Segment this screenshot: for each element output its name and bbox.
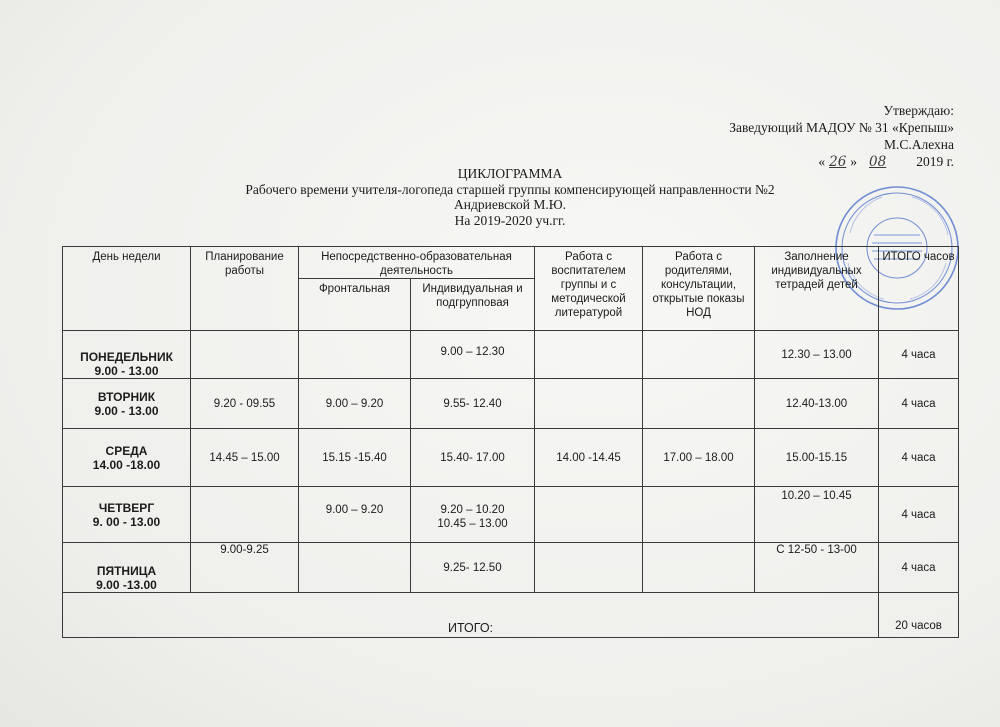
header-individual: Индивидуальная и подгрупповая xyxy=(411,279,535,331)
approval-date-year: 2019 г. xyxy=(916,154,954,169)
approval-date-month: 08 xyxy=(869,154,887,170)
approval-date-day: 26 xyxy=(829,154,847,170)
notebooks-cell: 12.40-13.00 xyxy=(755,379,879,429)
notebooks-cell: 12.30 – 13.00 xyxy=(755,331,879,379)
header-notebooks: Заполнение индивидуальных тетрадей детей xyxy=(755,247,879,331)
total-label: ИТОГО: xyxy=(63,593,879,638)
planning-cell: 9.20 - 09.55 xyxy=(191,379,299,429)
table-row xyxy=(63,487,959,543)
header-parents: Работа с родителями, консультации, открытые показы НОД xyxy=(643,247,755,331)
grand-total: 20 часов xyxy=(879,593,959,638)
educators-cell xyxy=(535,487,643,543)
individual-cell: 9.55- 12.40 xyxy=(411,379,535,429)
frontal-cell xyxy=(299,543,411,593)
approval-title: Утверждаю: xyxy=(883,103,954,118)
approval-position: Заведующий МАДОУ № 31 «Крепыш» xyxy=(729,120,954,135)
header-total: ИТОГО часов xyxy=(879,247,959,331)
heading-teacher: Андриевской М.Ю. xyxy=(454,197,566,212)
educators-cell xyxy=(535,379,643,429)
notebooks-cell: С 12-50 - 13-00 xyxy=(755,543,879,593)
frontal-cell: 9.00 – 9.20 xyxy=(299,487,411,543)
parents-cell xyxy=(643,331,755,379)
notebooks-cell: 10.20 – 10.45 xyxy=(755,487,879,543)
day-cell: СРЕДА 14.00 -18.00 xyxy=(63,429,191,487)
educators-cell xyxy=(535,543,643,593)
total-cell: 4 часа xyxy=(879,379,959,429)
planning-cell xyxy=(191,331,299,379)
total-cell: 4 часа xyxy=(879,543,959,593)
educators-cell: 14.00 -14.45 xyxy=(535,429,643,487)
approval-date: « 26 » 08 2019 г. xyxy=(818,154,954,170)
parents-cell xyxy=(643,379,755,429)
header-nod: Непосредственно-образовательная деятельность xyxy=(299,247,535,279)
schedule-table xyxy=(62,246,959,638)
day-cell: ВТОРНИК 9.00 - 13.00 xyxy=(63,379,191,429)
frontal-cell: 9.00 – 9.20 xyxy=(299,379,411,429)
approval-block xyxy=(654,102,954,171)
frontal-cell: 15.15 -15.40 xyxy=(299,429,411,487)
approval-name: М.С.Алехна xyxy=(883,137,954,152)
header-row-1 xyxy=(63,247,959,279)
day-cell: ПОНЕДЕЛЬНИК 9.00 - 13.00 xyxy=(63,331,191,379)
table-row xyxy=(63,331,959,379)
educators-cell xyxy=(535,331,643,379)
individual-cell: 9.00 – 12.30 xyxy=(411,331,535,379)
heading-title: ЦИКЛОГРАММА xyxy=(457,166,563,181)
total-cell: 4 часа xyxy=(879,331,959,379)
parents-cell: 17.00 – 18.00 xyxy=(643,429,755,487)
table-row xyxy=(63,429,959,487)
individual-cell: 15.40- 17.00 xyxy=(411,429,535,487)
header-educators: Работа с воспитателем группы и с методической литературой xyxy=(535,247,643,331)
document-heading xyxy=(150,166,870,228)
parents-cell xyxy=(643,487,755,543)
day-cell: ПЯТНИЦА 9.00 -13.00 xyxy=(63,543,191,593)
header-planning: Планирование работы xyxy=(191,247,299,331)
total-row xyxy=(63,593,959,638)
heading-year: На 2019-2020 уч.гг. xyxy=(454,212,566,228)
planning-cell: 14.45 – 15.00 xyxy=(191,429,299,487)
header-day: День недели xyxy=(63,247,191,331)
frontal-cell xyxy=(299,331,411,379)
total-cell: 4 часа xyxy=(879,429,959,487)
heading-subtitle: Рабочего времени учителя-логопеда старшей группы компенсирующей направленности №2 xyxy=(245,181,775,197)
individual-cell: 9.25- 12.50 xyxy=(411,543,535,593)
total-cell: 4 часа xyxy=(879,487,959,543)
day-cell: ЧЕТВЕРГ 9. 00 - 13.00 xyxy=(63,487,191,543)
parents-cell xyxy=(643,543,755,593)
table-row xyxy=(63,543,959,593)
table-row xyxy=(63,379,959,429)
planning-cell: 9.00-9.25 xyxy=(191,543,299,593)
notebooks-cell: 15.00-15.15 xyxy=(755,429,879,487)
planning-cell xyxy=(191,487,299,543)
individual-cell: 9.20 – 10.20 10.45 – 13.00 xyxy=(411,487,535,543)
header-frontal: Фронтальная xyxy=(299,279,411,331)
